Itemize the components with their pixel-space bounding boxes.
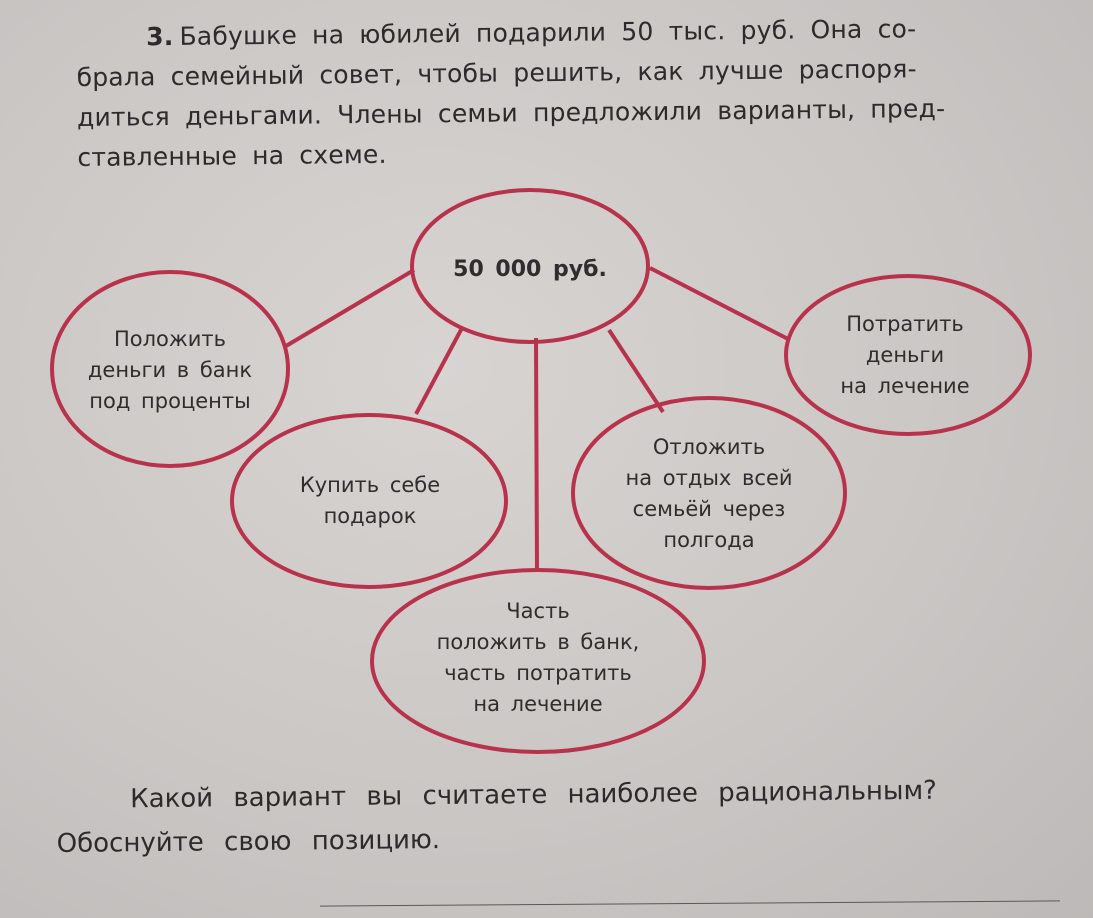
- task-line-4: ставленные на схеме.: [77, 139, 387, 172]
- node-root-text: 50 000 руб.: [453, 257, 607, 282]
- node-root-label: [420, 254, 640, 285]
- node-split-line-1: Часть: [506, 599, 570, 623]
- question-line-1: Какой вариант вы считаете наиболее рациональным?: [130, 775, 938, 815]
- node-bank-line-2: деньги в банк: [87, 358, 253, 382]
- node-bank-line-3: под проценты: [89, 389, 251, 413]
- node-vacation-line-4: полгода: [663, 528, 755, 552]
- node-treatment-label: [800, 309, 1010, 402]
- task-line-2: брала семейный совет, чтобы решить, как лучше распоря-: [76, 54, 917, 92]
- node-treatment-line-2: деньги: [865, 343, 945, 367]
- connector-root-treatment: [650, 268, 790, 340]
- connector-root-gift: [416, 328, 462, 414]
- node-vacation-line-1: Отложить: [652, 435, 766, 459]
- question-line-2: Обоснуйте свою позицию.: [56, 824, 441, 859]
- node-bank-line-1: Положить: [113, 327, 227, 351]
- question-text: [56, 768, 1047, 866]
- node-split-line-2: положить в банк,: [436, 630, 640, 654]
- node-vacation-label: [584, 432, 834, 556]
- connector-root-vacation: [609, 330, 663, 412]
- connector-root-bank: [286, 270, 414, 346]
- node-vacation-line-2: на отдых всей: [625, 466, 793, 490]
- node-gift-label: [250, 470, 490, 532]
- connector-root-split: [536, 338, 537, 570]
- task-number: 3.: [146, 21, 174, 52]
- node-treatment-line-1: Потратить: [846, 312, 964, 336]
- node-split-label: [400, 596, 676, 720]
- node-gift-line-1: Купить себе: [299, 473, 441, 497]
- node-gift-line-2: подарок: [323, 504, 417, 528]
- node-split-line-3: часть потратить: [444, 661, 632, 685]
- task-line-3: диться деньгами. Члены семьи предложили варианты, пред-: [76, 93, 946, 132]
- node-bank-label: [52, 324, 288, 417]
- task-line-1-text: Бабушке на юбилей подарили 50 тыс. руб. Она со-: [179, 14, 917, 51]
- node-treatment-line-3: на лечение: [840, 374, 970, 398]
- node-split-line-4: на лечение: [473, 692, 603, 716]
- node-vacation-line-3: семьёй через: [632, 497, 786, 521]
